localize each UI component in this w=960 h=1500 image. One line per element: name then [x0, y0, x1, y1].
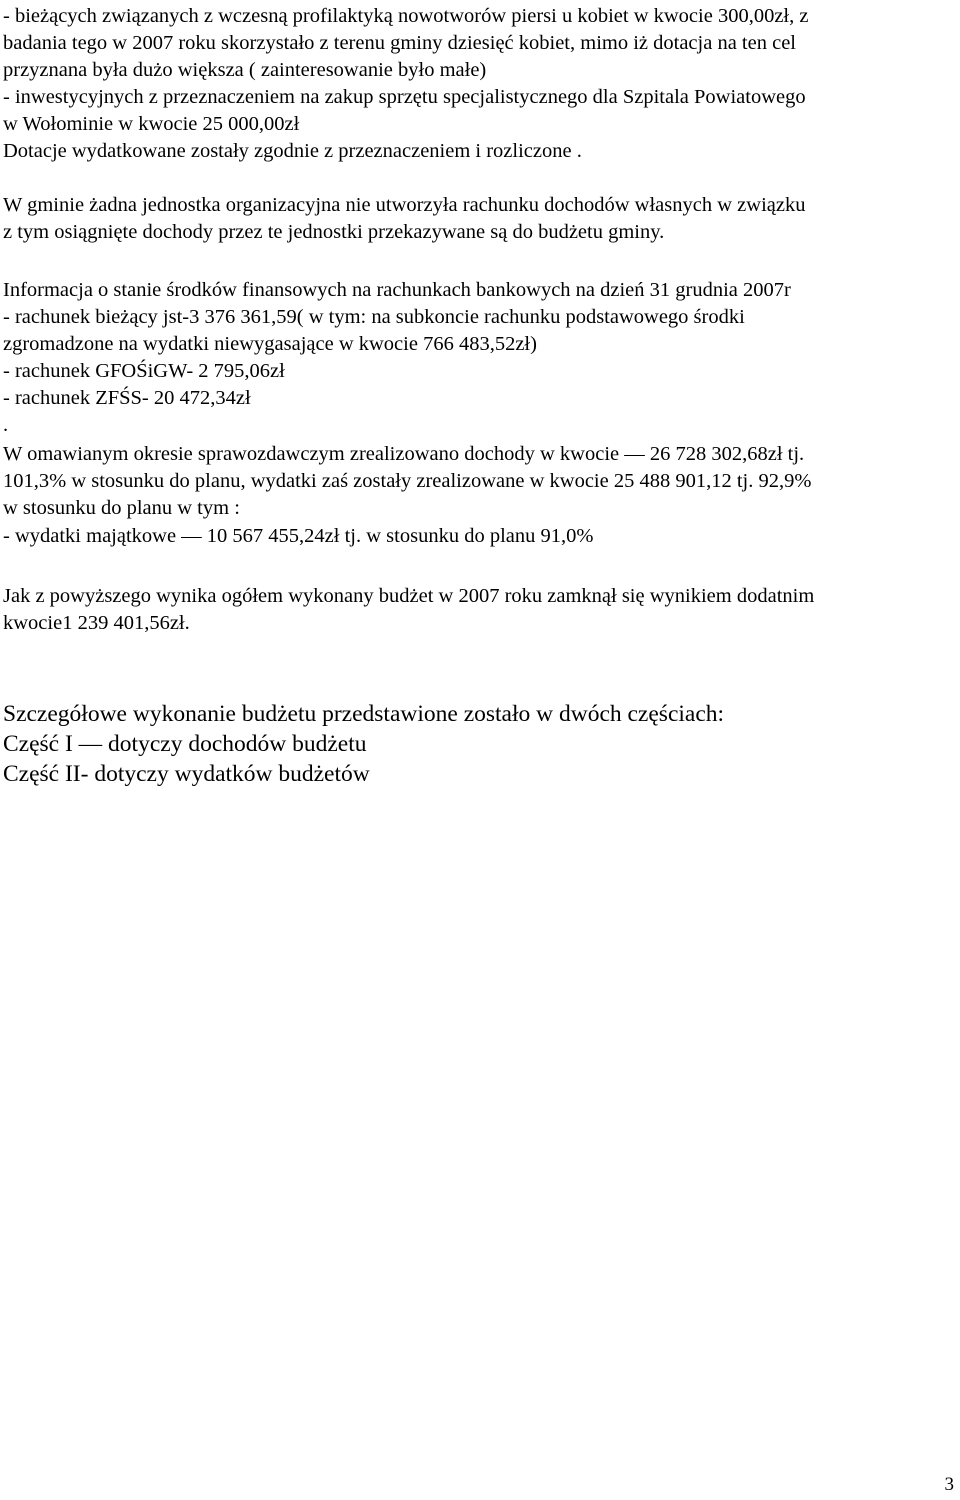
section-heading-line: Część I — dotyczy dochodów budżetu	[3, 731, 367, 757]
text-line: w stosunku do planu w tym :	[3, 497, 240, 519]
text-line: zgromadzone na wydatki niewygasające w kwocie 766 483,52zł)	[3, 333, 537, 355]
section-heading-line: Część II- dotyczy wydatków budżetów	[3, 761, 370, 787]
text-line: badania tego w 2007 roku skorzystało z terenu gminy dziesięć kobiet, mimo iż dotacja na ten cel	[3, 32, 796, 54]
text-line: z tym osiągnięte dochody przez te jednostki przekazywane są do budżetu gminy.	[3, 221, 665, 243]
text-line: W omawianym okresie sprawozdawczym zrealizowano dochody w kwocie — 26 728 302,68zł tj.	[3, 443, 805, 465]
text-line: Informacja o stanie środków finansowych na rachunkach bankowych na dzień 31 grudnia 2007r	[3, 279, 791, 301]
text-line: - bieżących związanych z wczesną profilaktyką nowotworów piersi u kobiet w kwocie 300,00zł, z	[3, 5, 809, 27]
text-line: - wydatki majątkowe — 10 567 455,24zł tj. w stosunku do planu 91,0%	[3, 525, 594, 547]
text-line: - rachunek bieżący jst-3 376 361,59( w tym: na subkoncie rachunku podstawowego środki	[3, 306, 745, 328]
page-number: 3	[944, 1474, 954, 1495]
text-line: - rachunek ZFŚS- 20 472,34zł	[3, 387, 251, 409]
text-line: W gminie żadna jednostka organizacyjna nie utworzyła rachunku dochodów własnych w związku	[3, 194, 806, 216]
section-heading-line: Szczegółowe wykonanie budżetu przedstawione zostało w dwóch częściach:	[3, 701, 725, 727]
text-line: 101,3% w stosunku do planu, wydatki zaś zostały zrealizowane w kwocie 25 488 901,12 tj. 92,9%	[3, 470, 812, 492]
text-line: kwocie1 239 401,56zł.	[3, 612, 190, 634]
text-line: .	[3, 414, 9, 436]
text-line: przyznana była dużo większa ( zainteresowanie było małe)	[3, 59, 487, 81]
text-line: Jak z powyższego wynika ogółem wykonany budżet w 2007 roku zamknął się wynikiem dodatnim	[3, 585, 815, 607]
text-line: w Wołominie w kwocie 25 000,00zł	[3, 113, 300, 135]
text-line: - rachunek GFOŚiGW- 2 795,06zł	[3, 360, 285, 382]
text-line: Dotacje wydatkowane zostały zgodnie z przeznaczeniem i rozliczone .	[3, 140, 582, 162]
text-line: - inwestycyjnych z przeznaczeniem na zakup sprzętu specjalistycznego dla Szpitala Powiatowego	[3, 86, 806, 108]
